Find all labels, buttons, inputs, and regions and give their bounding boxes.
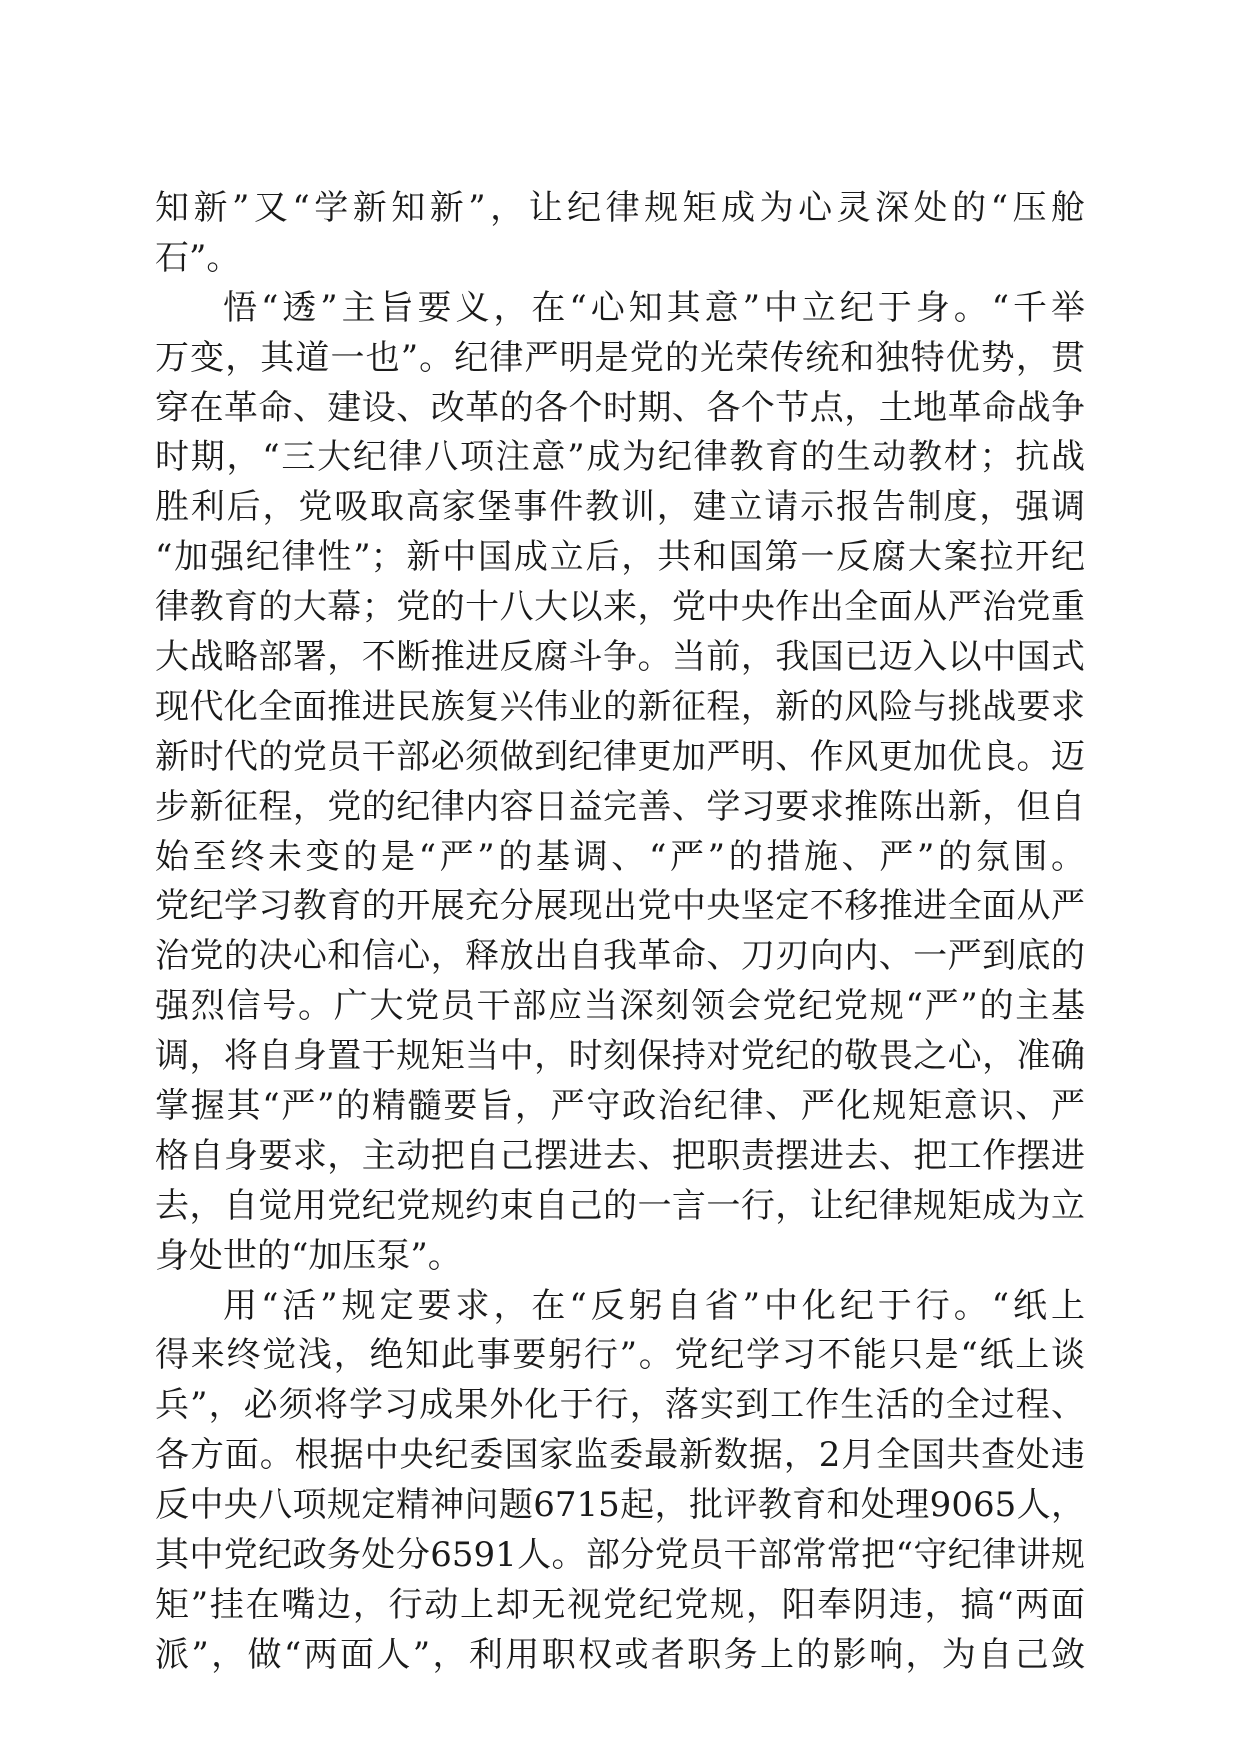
text-line: 知新”又“学新知新”，让纪律规矩成为心灵深处的“压舱: [155, 188, 1085, 228]
paragraph-first-line: 悟“透”主旨要义，在“心知其意”中立纪于身。“千举: [223, 287, 1085, 328]
text-line: 矩”挂在嘴边，行动上却无视党纪党规，阳奉阴违，搞“两面: [155, 1584, 1085, 1625]
text-line: 身处世的“加压泵”。: [155, 1235, 462, 1276]
text-line: 其中党纪政务处分6591人。部分党员干部常常把“守纪律讲规: [155, 1535, 1085, 1576]
text-line: 大战略部署，不断推进反腐斗争。当前，我国已迈入以中国式: [155, 637, 1085, 678]
text-line: 兵”，必须将学习成果外化于行，落实到工作生活的全过程、: [155, 1385, 1085, 1426]
text-line: 派”，做“两面人”，利用职权或者职务上的影响，为自己敛: [155, 1634, 1085, 1675]
text-line: “加强纪律性”；新中国成立后，共和国第一反腐大案拉开纪: [155, 537, 1085, 578]
text-line: 调，将自身置于规矩当中，时刻保持对党纪的敬畏之心，准确: [155, 1036, 1085, 1077]
text-line: 得来终觉浅，绝知此事要躬行”。党纪学习不能只是“纸上谈: [155, 1335, 1085, 1376]
text-line: 始至终未变的是“严”的基调、“严”的措施、严”的氛围。: [155, 836, 1085, 877]
body-text: [155, 184, 1085, 1681]
text-line: 步新征程，党的纪律内容日益完善、学习要求推陈出新，但自: [155, 786, 1085, 827]
text-line: 石”。: [155, 237, 241, 278]
text-line: 律教育的大幕；党的十八大以来，党中央作出全面从严治党重: [155, 587, 1085, 628]
text-line: 万变，其道一也”。纪律严明是党的光荣传统和独特优势，贯: [155, 337, 1085, 378]
text-line: 各方面。根据中央纪委国家监委最新数据，2月全国共查处违: [155, 1435, 1085, 1476]
text-line: 强烈信号。广大党员干部应当深刻领会党纪党规“严”的主基: [155, 986, 1085, 1027]
text-line: 穿在革命、建设、改革的各个时期、各个节点，土地革命战争: [155, 387, 1085, 428]
text-line: 党纪学习教育的开展充分展现出党中央坚定不移推进全面从严: [155, 886, 1085, 927]
text-line: 格自身要求，主动把自己摆进去、把职责摆进去、把工作摆进: [155, 1135, 1085, 1176]
text-line: 反中央八项规定精神问题6715起，批评教育和处理9065人，: [155, 1485, 1085, 1526]
text-line: 时期，“三大纪律八项注意”成为纪律教育的生动教材；抗战: [155, 437, 1085, 478]
text-line: 去，自觉用党纪党规约束自己的一言一行，让纪律规矩成为立: [155, 1185, 1085, 1226]
text-line: 掌握其“严”的精髓要旨，严守政治纪律、严化规矩意识、严: [155, 1086, 1085, 1127]
text-line: 现代化全面推进民族复兴伟业的新征程，新的风险与挑战要求: [155, 686, 1085, 727]
text-line: 新时代的党员干部必须做到纪律更加严明、作风更加优良。迈: [155, 736, 1085, 777]
text-line: 胜利后，党吸取高家堡事件教训，建立请示报告制度，强调: [155, 487, 1085, 528]
paragraph-first-line: 用“活”规定要求，在“反躬自省”中化纪于行。“纸上: [223, 1285, 1085, 1326]
text-line: 治党的决心和信心，释放出自我革命、刀刃向内、一严到底的: [155, 936, 1085, 977]
